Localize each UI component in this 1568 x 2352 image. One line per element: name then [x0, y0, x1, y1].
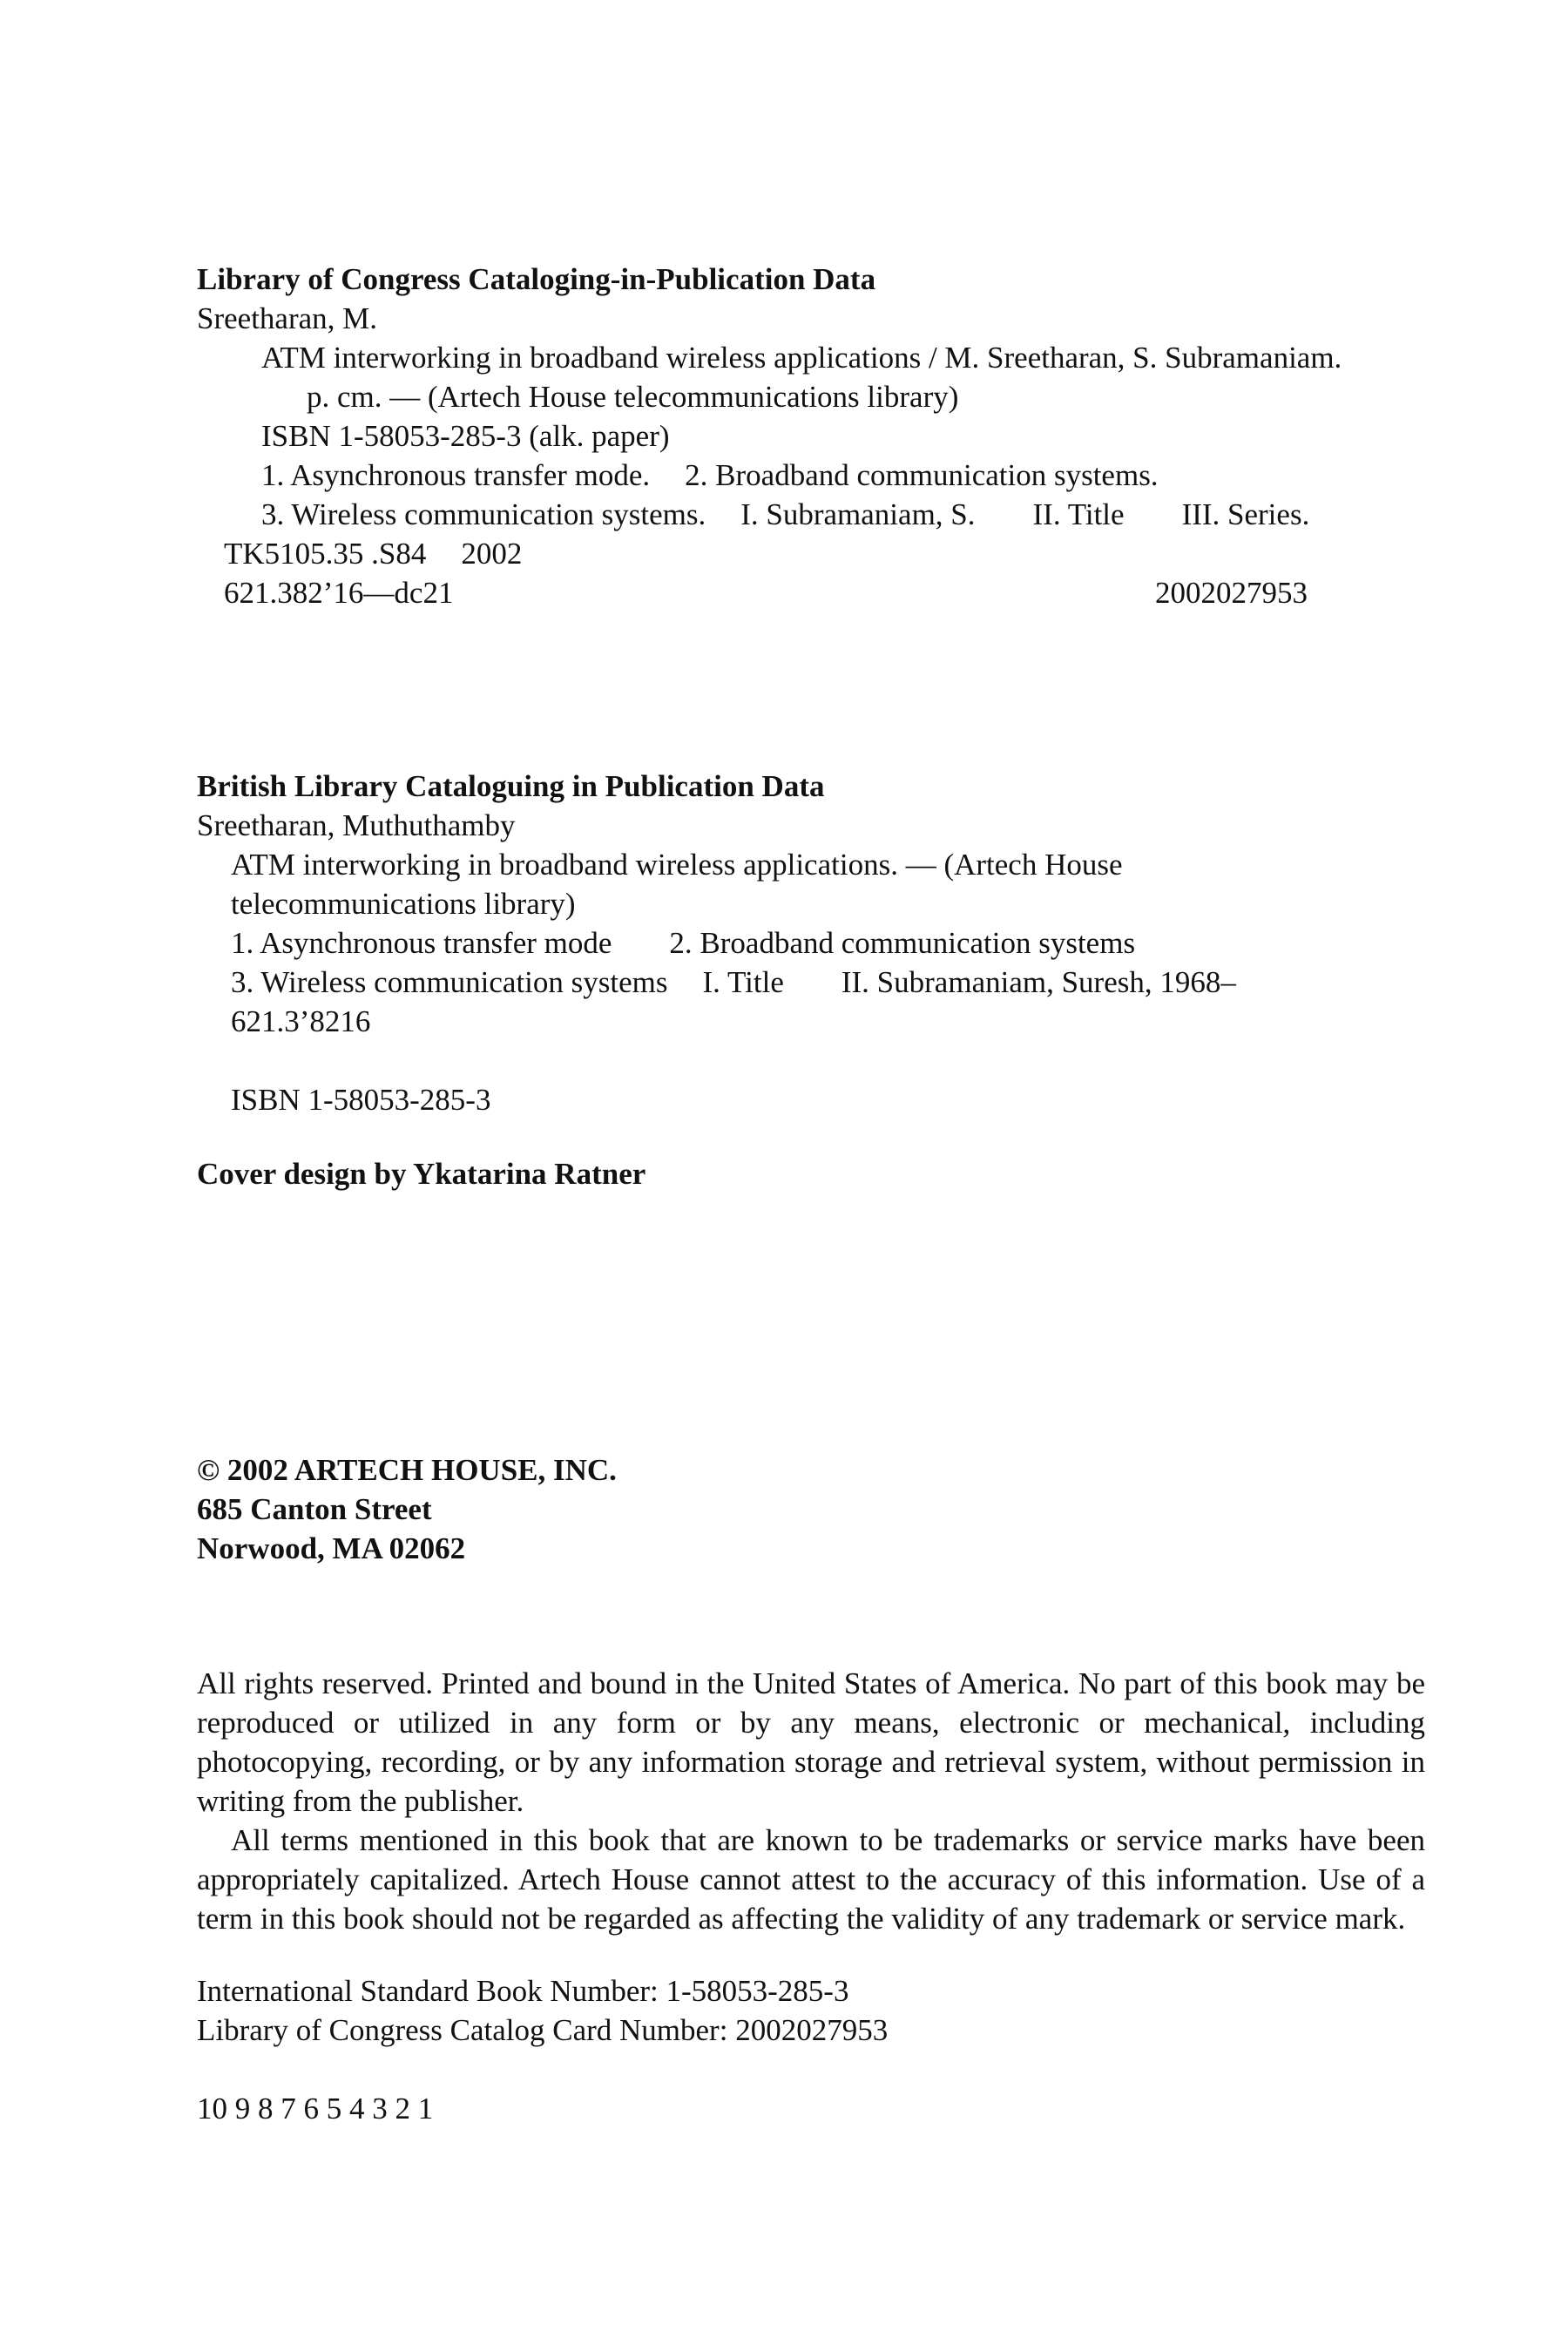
- loc-subject-2: 2. Broadband communication systems.: [685, 458, 1159, 492]
- publisher-street: 685 Canton Street: [197, 1492, 432, 1526]
- loc-lccn: 2002027953: [1155, 576, 1308, 610]
- bl-subject-1: 1. Asynchronous transfer mode: [231, 926, 612, 960]
- loc-subjects-1: [197, 456, 1425, 495]
- bl-subjects-1: [197, 923, 1425, 963]
- loc-call-year: 2002: [461, 537, 523, 571]
- bl-isbn: ISBN 1-58053-285-3: [231, 1083, 491, 1117]
- bl-added-author: II. Subramaniam, Suresh, 1968–: [841, 965, 1236, 999]
- loc-subjects-2: [197, 495, 1425, 534]
- publisher-city: Norwood, MA 02062: [197, 1531, 466, 1565]
- loc-cip-block: [197, 260, 1425, 612]
- bl-title-line-1: ATM interworking in broadband wireless applications. — (Artech House: [231, 848, 1123, 882]
- bl-author: Sreetharan, Muthuthamby: [197, 808, 516, 842]
- bl-subjects-2: [197, 963, 1425, 1002]
- bl-heading: British Library Cataloguing in Publication Data: [197, 769, 825, 803]
- printing-line: 10 9 8 7 6 5 4 3 2 1: [197, 2092, 434, 2126]
- bl-added-title: I. Title: [702, 965, 784, 999]
- loc-isbn: ISBN 1-58053-285-3 (alk. paper): [261, 419, 670, 453]
- rights-block: [197, 1664, 1425, 1938]
- loc-added-author: I. Subramaniam, S.: [740, 497, 976, 531]
- loc-dewey: 621.382’16—dc21: [224, 576, 454, 610]
- printing-block: [197, 2089, 1425, 2128]
- bl-subject-2: 2. Broadband communication systems: [669, 926, 1136, 960]
- bl-cip-block: [197, 767, 1425, 1119]
- bl-dewey: 621.3’8216: [231, 1004, 371, 1038]
- bl-subject-3: 3. Wireless communication systems: [231, 965, 668, 999]
- loc-call-class: TK5105.35 .S84: [224, 537, 427, 571]
- loc-call-number: [197, 534, 1425, 573]
- loc-subject-3: 3. Wireless communication systems.: [261, 497, 706, 531]
- standard-numbers-block: [197, 1971, 1425, 2050]
- bl-title-line-2: telecommunications library): [231, 887, 576, 921]
- loc-title-line: ATM interworking in broadband wireless applications / M. Sreetharan, S. Subramaniam.: [261, 341, 1342, 375]
- loc-added-title: II. Title: [1032, 497, 1125, 531]
- isbn-line: International Standard Book Number: 1-58053-285-3: [197, 1974, 849, 2008]
- loc-dewey-row: [197, 573, 1425, 612]
- publisher-block: [197, 1450, 1425, 1568]
- loc-heading: Library of Congress Cataloging-in-Publication Data: [197, 262, 876, 296]
- lccn-line: Library of Congress Catalog Card Number: 2002027953: [197, 2013, 889, 2047]
- cover-credit-block: [197, 1154, 1425, 1193]
- loc-author: Sreetharan, M.: [197, 301, 378, 335]
- rights-paragraph: All rights reserved. Printed and bound in the United States of America. No part of this book may be reproduced or utilized in any form or by any means, electronic or mechanical, including photocopying, recording, or by any information storage and retrieval system, without permission in writing from the publisher.: [197, 1666, 1425, 1818]
- loc-added-series: III. Series.: [1181, 497, 1310, 531]
- loc-physical: p. cm. — (Artech House telecommunications library): [307, 380, 959, 414]
- trademark-paragraph: All terms mentioned in this book that are known to be trademarks or service marks have been appropriately capitalized. Artech House cannot attest to the accuracy of this information. Use of a term in this book should not be regarded as affecting the validity of any trademark or service mark.: [197, 1823, 1425, 1936]
- copyright-line: © 2002 ARTECH HOUSE, INC.: [197, 1453, 617, 1487]
- cover-credit: Cover design by Ykatarina Ratner: [197, 1157, 646, 1191]
- loc-subject-1: 1. Asynchronous transfer mode.: [261, 458, 651, 492]
